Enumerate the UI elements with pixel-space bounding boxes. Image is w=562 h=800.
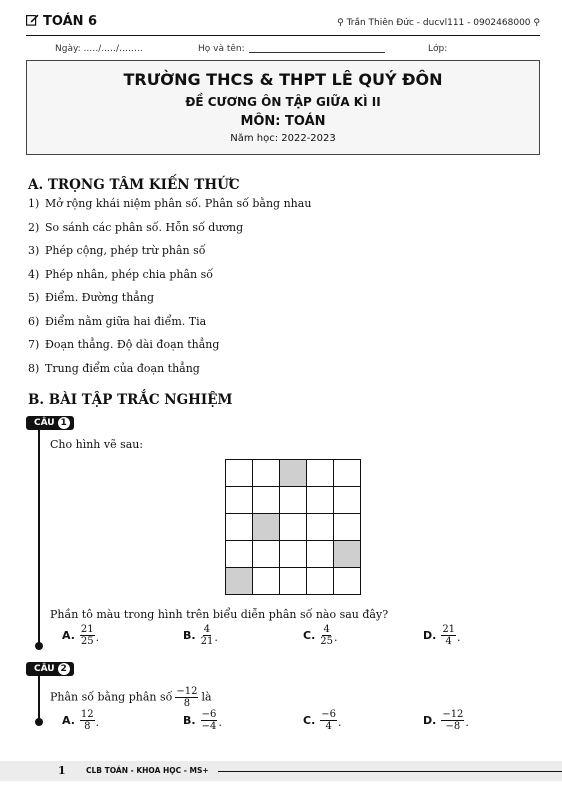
page-footer [0,761,562,781]
date-field[interactable]: Ngày: ..…/..…/…….. [55,44,143,54]
option-b[interactable]: B. $\frac{-6}{-4}$ . [183,709,222,732]
grid-cell [280,541,307,568]
grid-cell [280,487,307,514]
grid-cell [253,487,280,514]
grid-cell [226,460,253,487]
question-2-badge: CÂU 2 [26,662,74,676]
grid-cell-shaded [253,514,280,541]
page-number: 1 [58,764,66,777]
header-rule [26,35,540,36]
grid-cell [307,541,334,568]
grid-cell [226,541,253,568]
grid-cell [307,487,334,514]
grid-cell [280,568,307,595]
option-c[interactable]: C. $\frac{-6}{4}$ . [303,709,342,732]
name-label: Họ và tên: [198,44,245,54]
grid-cell [334,568,361,595]
student-info-row [40,44,540,58]
grid-cell [226,487,253,514]
grid-cell [253,568,280,595]
grid-cell-shaded [280,460,307,487]
grid-cell-shaded [334,541,361,568]
question-2-options [62,709,482,735]
list-item: 5) Điểm. Đường thẳng [28,291,154,304]
topic-list [28,196,508,384]
grid-row [226,460,361,487]
option-a[interactable]: A. $\frac{12}{8}$ . [62,709,100,732]
subject-title: MÔN: TOÁN [240,114,326,129]
section-a-title: A. TRỌNG TÂM KIẾN THỨC [28,177,240,193]
title-box [26,60,540,155]
question-1-stem: Phần tô màu trong hình trên biểu diễn phân số nào sau đây? [50,608,389,621]
grid-cell-shaded [226,568,253,595]
grid-cell [334,487,361,514]
list-item: 1) Mở rộng khái niệm phân số. Phân số bằng nhau [28,197,312,210]
location-pin-icon-end: ⚲ [533,18,540,28]
grid-cell [307,568,334,595]
list-item: 6) Điểm nằm giữa hai điểm. Tia [28,314,207,328]
grid-row [226,514,361,541]
grid-row [226,541,361,568]
grid-cell [334,460,361,487]
grid-cell [226,514,253,541]
name-line [249,52,385,53]
grid-cell [307,460,334,487]
author-info [337,18,540,28]
list-item: 7) Đoạn thẳng. Độ dài đoạn thẳng [28,338,220,351]
list-item: 4) Phép nhân, phép chia phân số [28,267,213,281]
question-1-badge: CÂU 1 [26,416,74,430]
footer-rule [218,771,562,772]
section-b-title: B. BÀI TẬP TRẮC NGHIỆM [28,392,233,408]
shaded-grid [225,459,361,595]
question-2-bar [38,676,40,722]
location-pin-icon: ⚲ [337,18,344,28]
class-label: Lớp: [428,44,448,54]
page-header [26,14,540,34]
list-item: 8) Trung điểm của đoạn thẳng [28,361,200,375]
grid-row [226,568,361,595]
brand-label: TOÁN 6 [43,14,98,29]
author-text: Trần Thiên Đức - ducvl111 - 0902468000 [346,18,531,28]
question-1-intro: Cho hình vẽ sau: [50,438,144,451]
school-title: TRƯỜNG THCS & THPT LÊ QUÝ ĐÔN [123,70,443,89]
edit-icon [26,14,39,26]
grid-cell [334,514,361,541]
option-a[interactable]: A. $\frac{21}{25}$ . [62,624,100,647]
name-field[interactable] [198,44,385,54]
grid-cell [253,460,280,487]
list-item: 2) So sánh các phân số. Hỗn số dương [28,220,244,234]
club-name: CLB TOÁN - KHOA HỌC - MS+ [86,766,209,775]
option-d[interactable]: D. $\frac{21}{4}$ . [423,624,461,647]
school-year: Năm học: 2022-2023 [230,133,336,144]
question-1-bar [38,430,40,646]
question-1-options [62,624,482,650]
option-d[interactable]: D. $\frac{-12}{-8}$ . [423,709,469,732]
list-item: 3) Phép cộng, phép trừ phân số [28,244,206,257]
grid-cell [307,514,334,541]
option-c[interactable]: C. $\frac{4}{25}$ . [303,624,338,647]
question-2-stem: Phân số bằng phân số $\frac{-12}{8}$ là [50,686,212,709]
option-b[interactable]: B. $\frac{4}{21}$ . [183,624,218,647]
grid-cell [253,541,280,568]
brand [26,14,97,29]
grid-row [226,487,361,514]
doc-title: ĐỀ CƯƠNG ÔN TẬP GIỮA KÌ II [185,95,381,109]
grid-cell [280,514,307,541]
